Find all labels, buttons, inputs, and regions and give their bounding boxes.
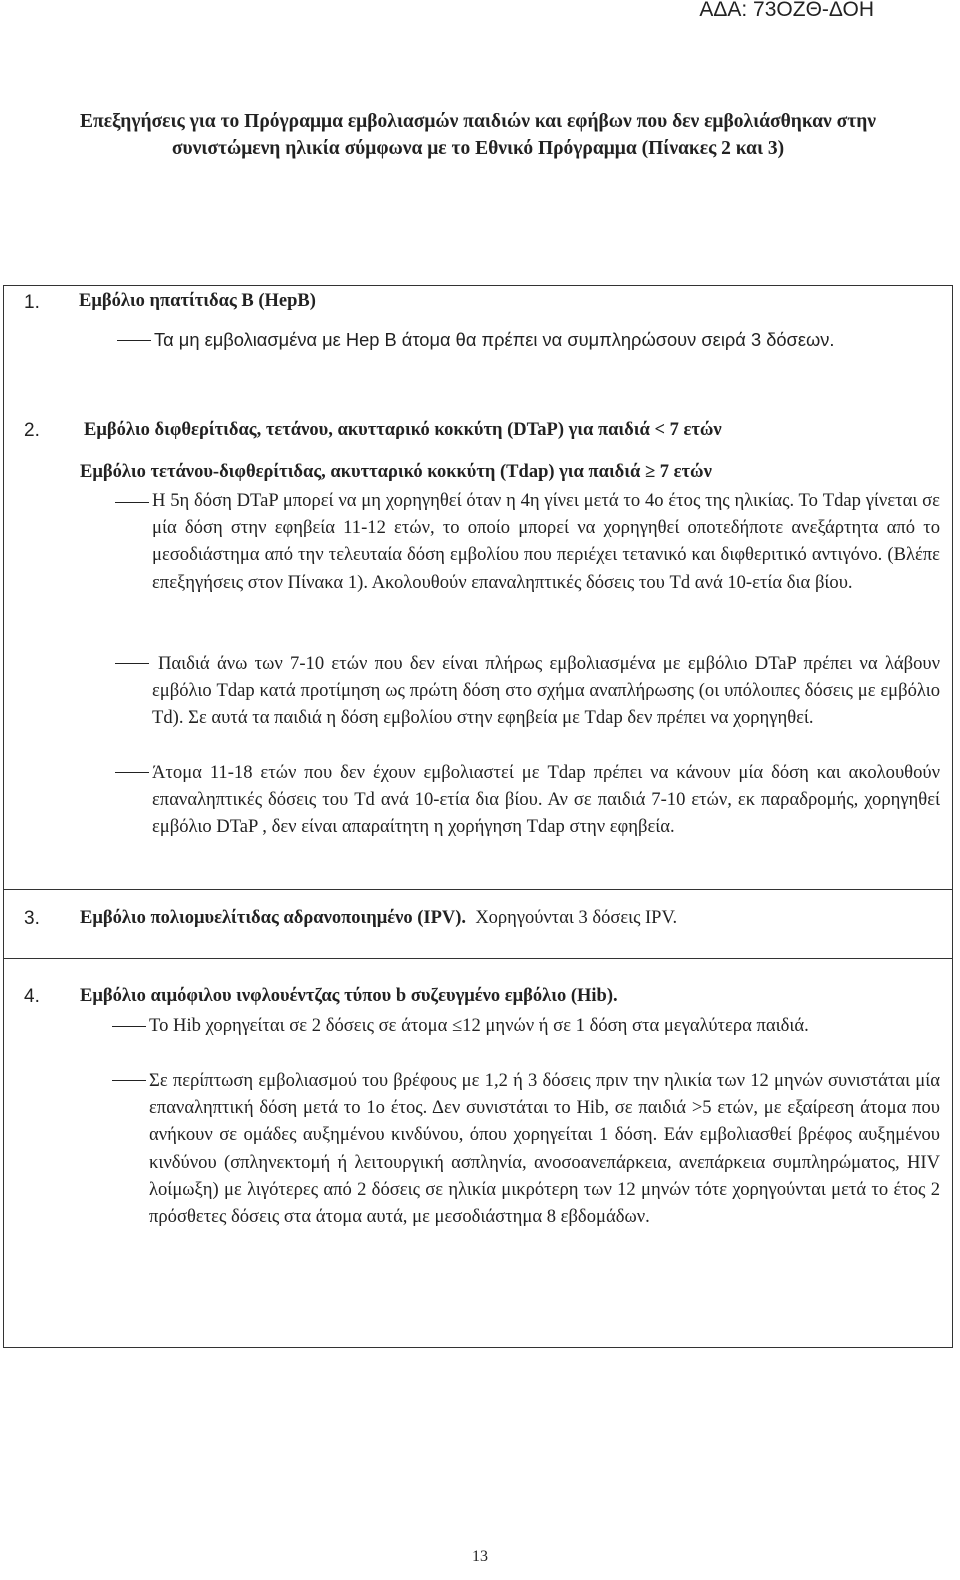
bullet-dash [112, 1080, 146, 1081]
divider [4, 958, 952, 959]
bullet-dash [112, 1026, 146, 1027]
section-2-title-dtap: Εμβόλιο διφθερίτιδας, τετάνου, ακυτταρικό κοκκύτη (DTaP) για παιδιά < 7 ετών [84, 420, 722, 440]
section-4-bullet-1: Το Hib χορηγείται σε 2 δόσεις σε άτομα ≤12 μηνών ή σε 1 δόση στα μεγαλύτερα παιδιά. [149, 1015, 809, 1036]
section-3-title [80, 908, 677, 929]
section-1-number: 1. [24, 292, 40, 313]
page-title: Επεξηγήσεις για το Πρόγραμμα εμβολιασμών παιδιών και εφήβων που δεν εμβολιάσθηκαν στην συνιστώμενη ηλικία σύμφωνα με το Εθνικό Πρόγραμμα (Πίνακες 2 και 3) [80, 111, 876, 159]
bullet-dash [117, 340, 151, 341]
section-3-text: Χορηγούνται 3 δόσεις IPV. [475, 908, 678, 928]
section-4-bullet-2: Σε περίπτωση εμβολιασμού του βρέφους με 1,2 ή 3 δόσεις πριν την ηλικία των 12 μηνών συνιστάται μία επαναληπτική δόση μετά το 1ο έτος. Δεν συνιστάται το Hib, σε παιδιά >5 ετών, με εξαίρεση άτομα που ανήκουν σε ομάδες αυξημένου κινδύνου, όπου χορηγείται 1 δόση. Εάν εμβολιασθεί βρέφος αυξημένου κινδύνου (σπληνεκτομή ή λειτουργική ασπληνία, ανοσοανεπάρκεια, ανεπάρκεια συμπληρώματος, HIV λοίμωξη) με λιγότερες από 2 δόσεις σε ηλικία μικρότερη των 12 μηνών τότε χορηγούνται μετά το έτος 2 πρόσθετες δόσεις στα άτομα αυτά, με μεσοδιάστημα 8 εβδομάδων. [149, 1070, 940, 1228]
bullet-dash [115, 663, 149, 664]
section-4-title: Εμβόλιο αιμόφιλου ινφλουέντζας τύπου b συζευγμένο εμβόλιο (Hib). [80, 986, 618, 1006]
bullet-dash [115, 502, 149, 503]
section-3-title-text: Εμβόλιο πολιομυελίτιδας αδρανοποιημένο (IPV). [80, 908, 467, 928]
page-number: 13 [472, 1548, 488, 1565]
section-1-bullet-1: Τα μη εμβολιασμένα με Hep B άτομα θα πρέπει να συμπληρώσουν σειρά 3 δόσεων. [154, 329, 835, 350]
divider [4, 889, 952, 890]
section-2-bullet-1: Η 5η δόση DTaP μπορεί να μη χορηγηθεί όταν η 4η γίνει μετά το 4ο έτος της ηλικίας. Το Tdap γίνεται σε μία δόση στην εφηβεία 11-12 ετών, το οποίο μπορεί να χορηγηθεί οποτεδήποτε ανεξάρτητα από το μεσοδιάστημα από την τελευταία δόση εμβολίου που περιέχει τετανικό και διφθεριτικό αντιγόνο. (Βλέπε επεξηγήσεις στον Πίνακα 1). Ακολουθούν επαναληπτικές δόσεις του Td ανά 10-ετία δια βίου. [152, 490, 940, 593]
bullet-dash [115, 772, 149, 773]
section-2-bullet-2: Παιδιά άνω των 7-10 ετών που δεν είναι πλήρως εμβολιασμένα με εμβόλιο DTaP πρέπει να λάβουν εμβόλιο Tdap κατά προτίμηση ως πρώτη δόση στο σχήμα αναπλήρωσης (οι υπόλοιπες δόσεις με εμβόλιο Td). Σε αυτά τα παιδιά η δόση εμβολίου στην εφηβεία με Tdap δεν πρέπει να χορηγηθεί. [152, 653, 940, 729]
content-box [3, 285, 953, 1348]
section-3-number: 3. [24, 908, 40, 929]
section-4-number: 4. [24, 986, 40, 1007]
section-1-title: Εμβόλιο ηπατίτιδας Β (HepB) [79, 291, 316, 311]
ada-code: ΑΔΑ: 73ΟΖΘ-ΔΟΗ [699, 0, 874, 21]
section-2-bullet-3: Άτομα 11-18 ετών που δεν έχουν εμβολιαστεί με Tdap πρέπει να κάνουν μία δόση και ακολουθούν επαναληπτικές δόσεις του Td ανά 10-ετία δια βίου. Αν σε παιδιά 7-10 ετών, εκ παραδρομής, χορηγηθεί εμβόλιο DTaP , δεν είναι απαραίτητη η χορήγηση Tdap στην εφηβεία. [152, 762, 940, 838]
section-2-number: 2. [24, 420, 40, 441]
section-2-title-tdap: Εμβόλιο τετάνου-διφθερίτιδας, ακυτταρικό κοκκύτη (Tdap) για παιδιά ≥ 7 ετών [80, 462, 712, 482]
